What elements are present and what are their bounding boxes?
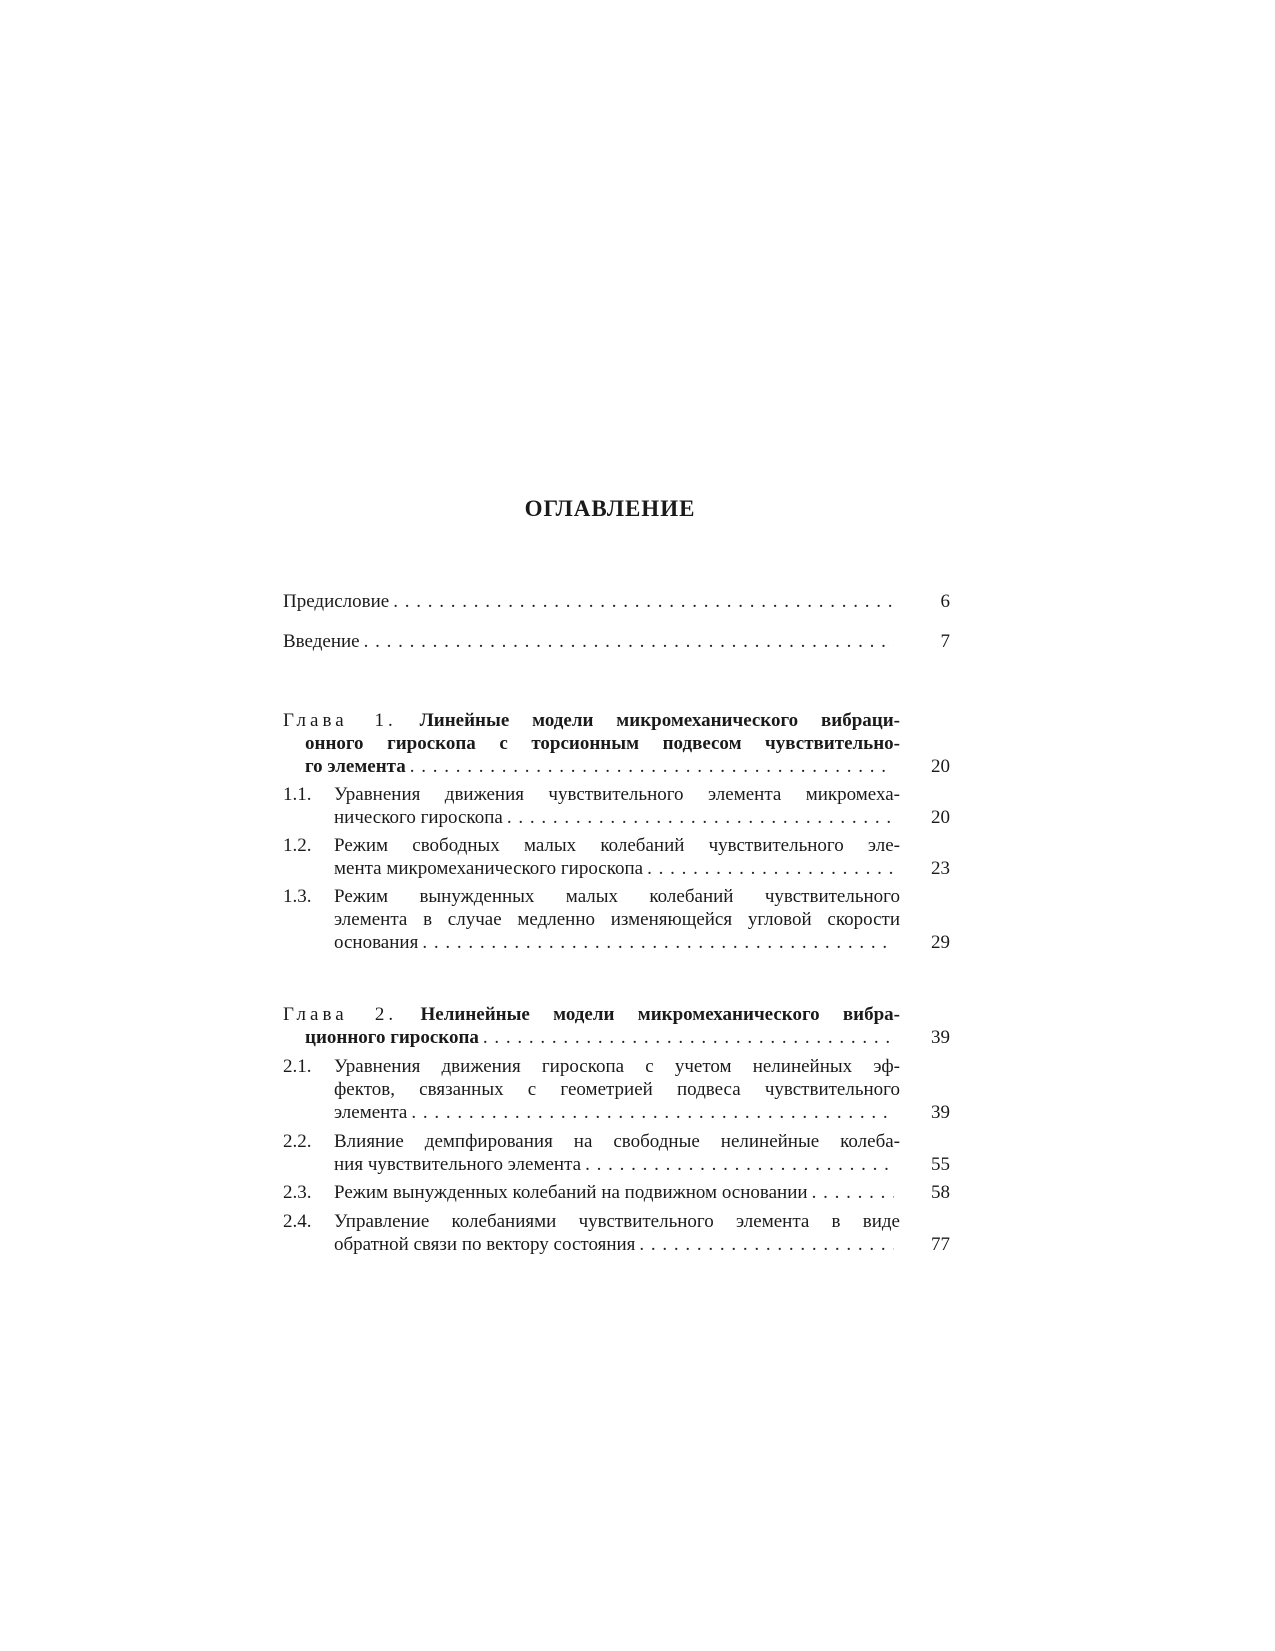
toc-section-2-1[interactable]	[283, 1055, 950, 1124]
section-title-line: элемента	[334, 1102, 408, 1123]
section-title-line: Уравнения движения чувствительного элемента микромеха-	[334, 784, 900, 805]
section-title-line: ния чувствительного элемента	[334, 1154, 582, 1175]
entry-text: Предисловие	[283, 591, 390, 612]
section-number: 1.3.	[283, 886, 312, 907]
section-title-line: Влияние демпфирования на свободные нелинейные колеба-	[334, 1131, 900, 1152]
toc-entry-introduction[interactable]	[283, 630, 950, 653]
chapter-title-line: го элемента	[305, 756, 406, 777]
section-title-line: основания	[334, 932, 419, 953]
page-title: ОГЛАВЛЕНИЕ	[524, 496, 696, 521]
page-number: 58	[931, 1182, 950, 1203]
page-number: 20	[931, 756, 950, 777]
page-number: 55	[931, 1154, 950, 1175]
page-number: 7	[940, 631, 950, 652]
toc-entry-preface[interactable]	[283, 590, 950, 613]
toc-chapter-2[interactable]	[283, 1003, 950, 1049]
chapter-prefix: Глава 2.	[283, 1004, 398, 1025]
section-number: 2.3.	[283, 1182, 312, 1203]
toc-section-1-2[interactable]	[283, 834, 950, 880]
section-title-line: Режим вынужденных колебаний на подвижном основании	[334, 1182, 808, 1203]
section-title-line: Управление колебаниями чувствительного элемента в виде	[334, 1211, 900, 1232]
toc-section-2-4[interactable]	[283, 1210, 950, 1256]
toc-section-2-3[interactable]	[283, 1181, 950, 1204]
section-title-line: нического гироскопа	[334, 807, 503, 828]
chapter-prefix: Глава 1.	[283, 710, 397, 731]
section-title-line: Режим свободных малых колебаний чувствительного эле-	[334, 835, 900, 856]
section-title-line: фектов, связанных с геометрией подвеса чувствительного	[334, 1079, 900, 1100]
page-number: 77	[931, 1234, 950, 1255]
section-title-line: элемента в случае медленно изменяющейся угловой скорости	[334, 909, 900, 930]
section-number: 2.1.	[283, 1056, 312, 1077]
page-number: 6	[940, 591, 950, 612]
section-title-line: обратной связи по вектору состояния	[334, 1234, 636, 1255]
chapter-title-line: Линейные модели микромеханического вибраци-	[419, 710, 901, 731]
page-number: 20	[931, 807, 950, 828]
section-title-line: Уравнения движения гироскопа с учетом нелинейных эф-	[334, 1056, 900, 1077]
section-number: 2.4.	[283, 1211, 312, 1232]
page-number: 39	[931, 1102, 950, 1123]
section-number: 1.2.	[283, 835, 312, 856]
chapter-title-line: ционного гироскопа	[305, 1027, 479, 1048]
entry-text: Введение	[283, 631, 360, 652]
toc-section-1-3[interactable]	[283, 885, 950, 954]
toc-chapter-1[interactable]	[283, 709, 950, 778]
section-title-line: Режим вынужденных малых колебаний чувствительного	[334, 886, 900, 907]
chapter-title-line: онного гироскопа с торсионным подвесом чувствительно-	[305, 733, 900, 754]
toc-section-2-2[interactable]	[283, 1130, 950, 1176]
section-title-line: мента микромеханического гироскопа	[334, 858, 644, 879]
toc-section-1-1[interactable]	[283, 783, 950, 829]
page-number: 29	[931, 932, 950, 953]
section-number: 2.2.	[283, 1131, 312, 1152]
chapter-title-line: Нелинейные модели микромеханического вибра-	[420, 1004, 901, 1025]
page-number: 39	[931, 1027, 950, 1048]
section-number: 1.1.	[283, 784, 312, 805]
page-number: 23	[931, 858, 950, 879]
